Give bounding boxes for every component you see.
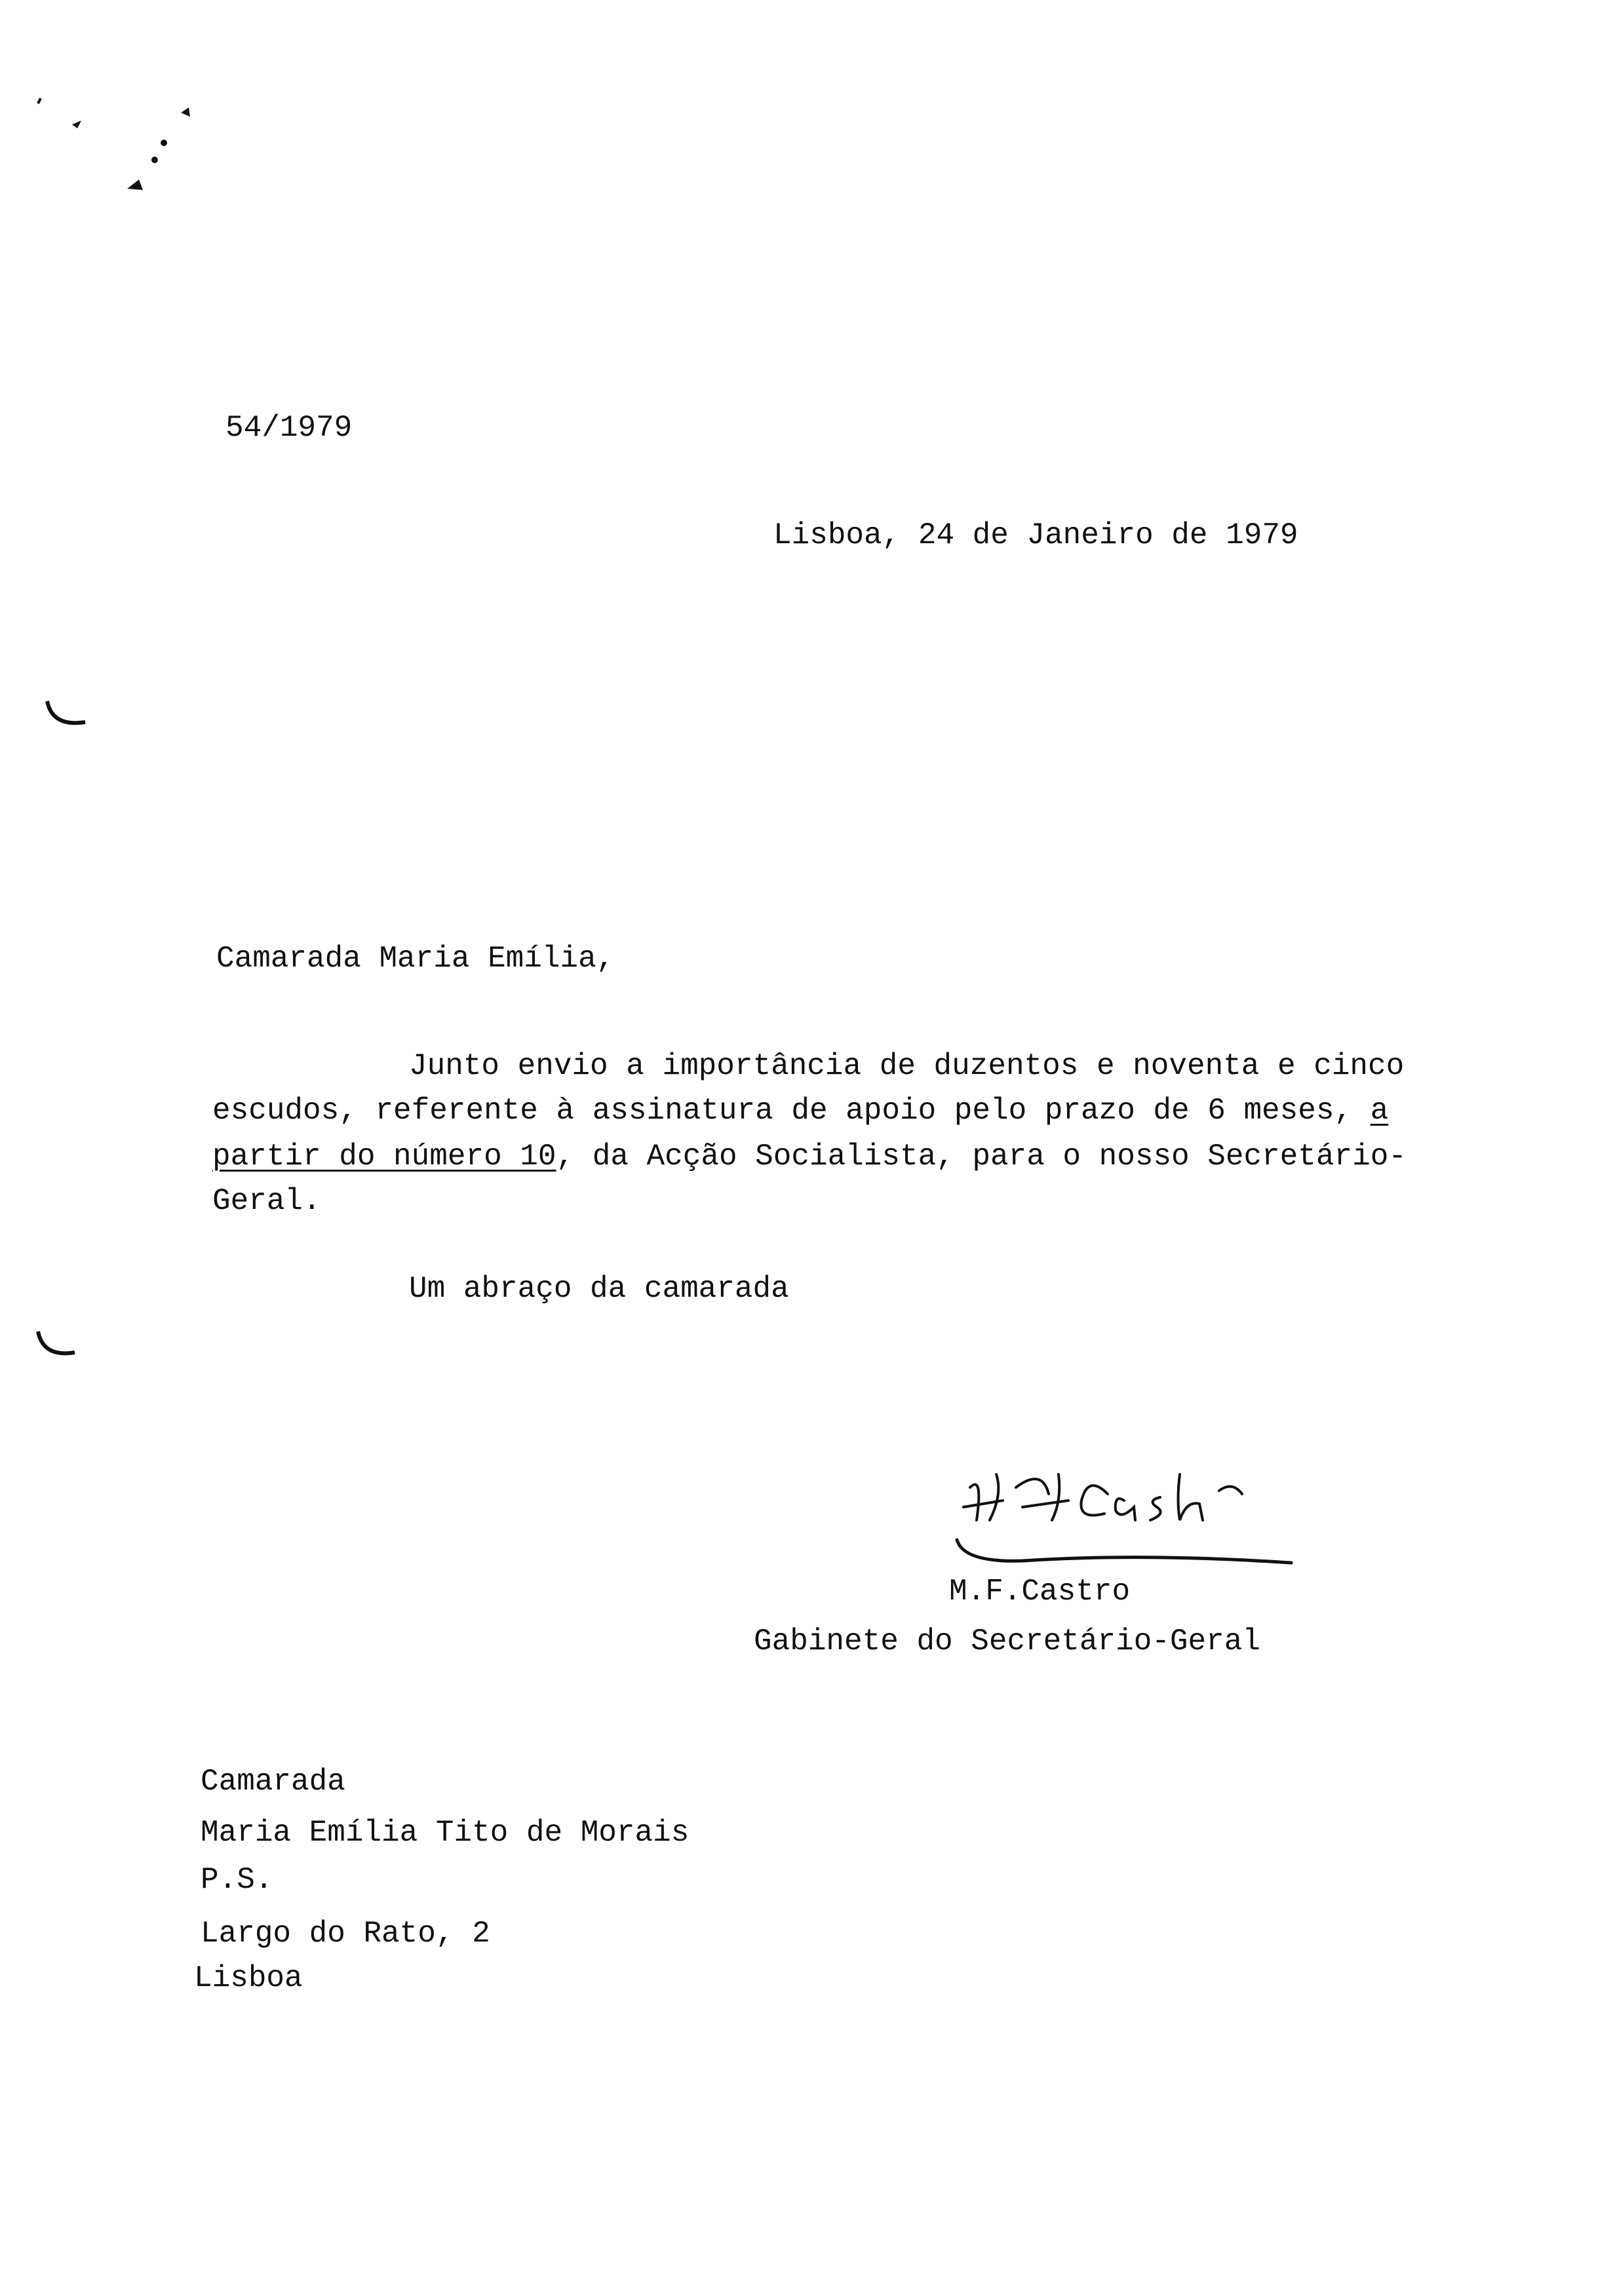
salutation: Camarada Maria Emília, xyxy=(216,942,615,976)
body-line-2 xyxy=(212,1096,1388,1126)
signatory-name: M.F.Castro xyxy=(949,1575,1131,1609)
place-date: Lisboa, 24 de Janeiro de 1979 xyxy=(773,518,1298,552)
body-line-4: Geral. xyxy=(212,1184,321,1218)
body-line-1: Junto envio a importância de duzentos e noventa e cinco xyxy=(409,1049,1405,1083)
recipient-line-1: Camarada xyxy=(201,1765,345,1799)
body-line-3-text: , da Acção Socialista, para o nosso Secretário- xyxy=(556,1139,1407,1174)
body-line-3 xyxy=(212,1141,1407,1172)
body-line-2-text: escudos, referente à assinatura de apoio pelo prazo de 6 meses, xyxy=(212,1094,1371,1128)
body-line-2-underlined: a xyxy=(1370,1094,1389,1128)
handwritten-signature xyxy=(944,1448,1311,1579)
recipient-line-2: Maria Emília Tito de Morais xyxy=(201,1816,690,1850)
punch-mark-upper xyxy=(39,695,118,747)
recipient-line-3: P.S. xyxy=(201,1863,273,1897)
scan-speck-marks xyxy=(0,0,197,197)
recipient-line-5: Lisboa xyxy=(194,1961,303,1995)
closing: Um abraço da camarada xyxy=(409,1272,789,1306)
signatory-title: Gabinete do Secretário-Geral xyxy=(754,1624,1260,1658)
punch-mark-lower xyxy=(30,1324,109,1376)
recipient-line-4: Largo do Rato, 2 xyxy=(201,1917,490,1951)
body-line-3-underlined: partir do número 10 xyxy=(212,1139,556,1174)
reference-number: 54/1979 xyxy=(225,411,353,445)
